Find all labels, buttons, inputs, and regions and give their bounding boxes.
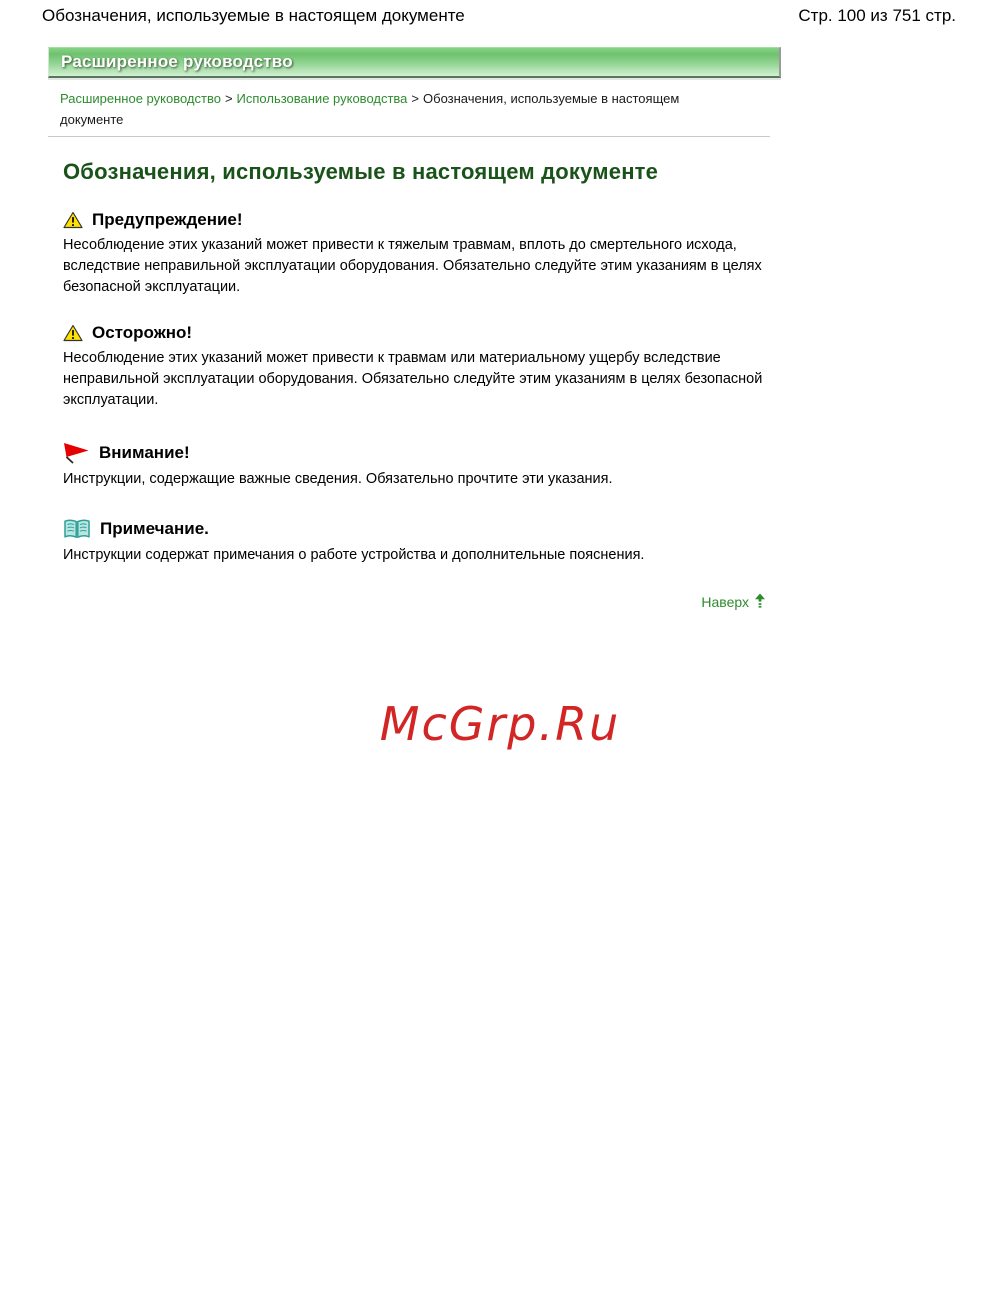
content-area — [63, 159, 766, 612]
back-to-top-link[interactable] — [701, 593, 766, 611]
document-header — [0, 0, 1000, 26]
watermark-text: McGrp.Ru — [379, 696, 621, 751]
breadcrumb-link-advanced-guide[interactable]: Расширенное руководство — [60, 91, 221, 107]
breadcrumb-link-using-manual[interactable]: Использование руководства — [236, 91, 408, 107]
arrow-up-icon — [754, 593, 766, 611]
section-body: Несоблюдение этих указаний может привести к травмам или материальному ущербу вследствие неправильной эксплуатации оборудования. Обязательно следуйте этим указаниям в целях безопасной эксплуатации. — [63, 350, 763, 409]
warning-triangle-icon — [63, 324, 83, 342]
header-title: Обозначения, используемые в настоящем документе — [42, 6, 465, 25]
top-link-row — [63, 593, 766, 612]
header-divider — [48, 136, 770, 137]
warning-section — [63, 210, 766, 298]
section-heading-row — [63, 442, 766, 464]
red-flag-icon — [63, 442, 90, 464]
section-heading-row — [63, 323, 766, 343]
breadcrumb — [60, 89, 740, 129]
page-counter: Стр. 100 из 751 стр. — [798, 6, 956, 25]
banner-title: Расширенное руководство — [61, 52, 293, 72]
breadcrumb-separator: > — [224, 91, 233, 107]
back-to-top-label: Наверх — [701, 593, 749, 610]
section-heading: Примечание. — [100, 518, 209, 538]
section-heading: Внимание! — [99, 442, 190, 462]
section-heading-row — [63, 210, 766, 230]
open-book-icon — [63, 518, 91, 540]
breadcrumb-current: Обозначения, используемые в настоящем документе — [60, 91, 680, 127]
section-body: Несоблюдение этих указаний может привести к тяжелым травмам, вплоть до смертельного исхода, вследствие неправильной эксплуатации оборудования. Обязательно следуйте этим указаниям в целях безопасной эксплуатации. — [63, 236, 762, 295]
warning-triangle-icon — [63, 211, 83, 229]
breadcrumb-separator: > — [411, 91, 420, 107]
section-heading: Предупреждение! — [92, 209, 243, 229]
section-heading-row — [63, 518, 766, 540]
note-section — [63, 518, 766, 566]
page-title: Обозначения, используемые в настоящем документе — [63, 158, 659, 184]
section-body: Инструкции, содержащие важные сведения. Обязательно прочтите эти указания. — [63, 470, 613, 487]
important-section — [63, 442, 766, 490]
caution-section — [63, 323, 766, 411]
section-heading: Осторожно! — [92, 323, 193, 343]
guide-banner — [48, 47, 781, 78]
section-body: Инструкции содержат примечания о работе устройства и дополнительные пояснения. — [63, 546, 645, 563]
